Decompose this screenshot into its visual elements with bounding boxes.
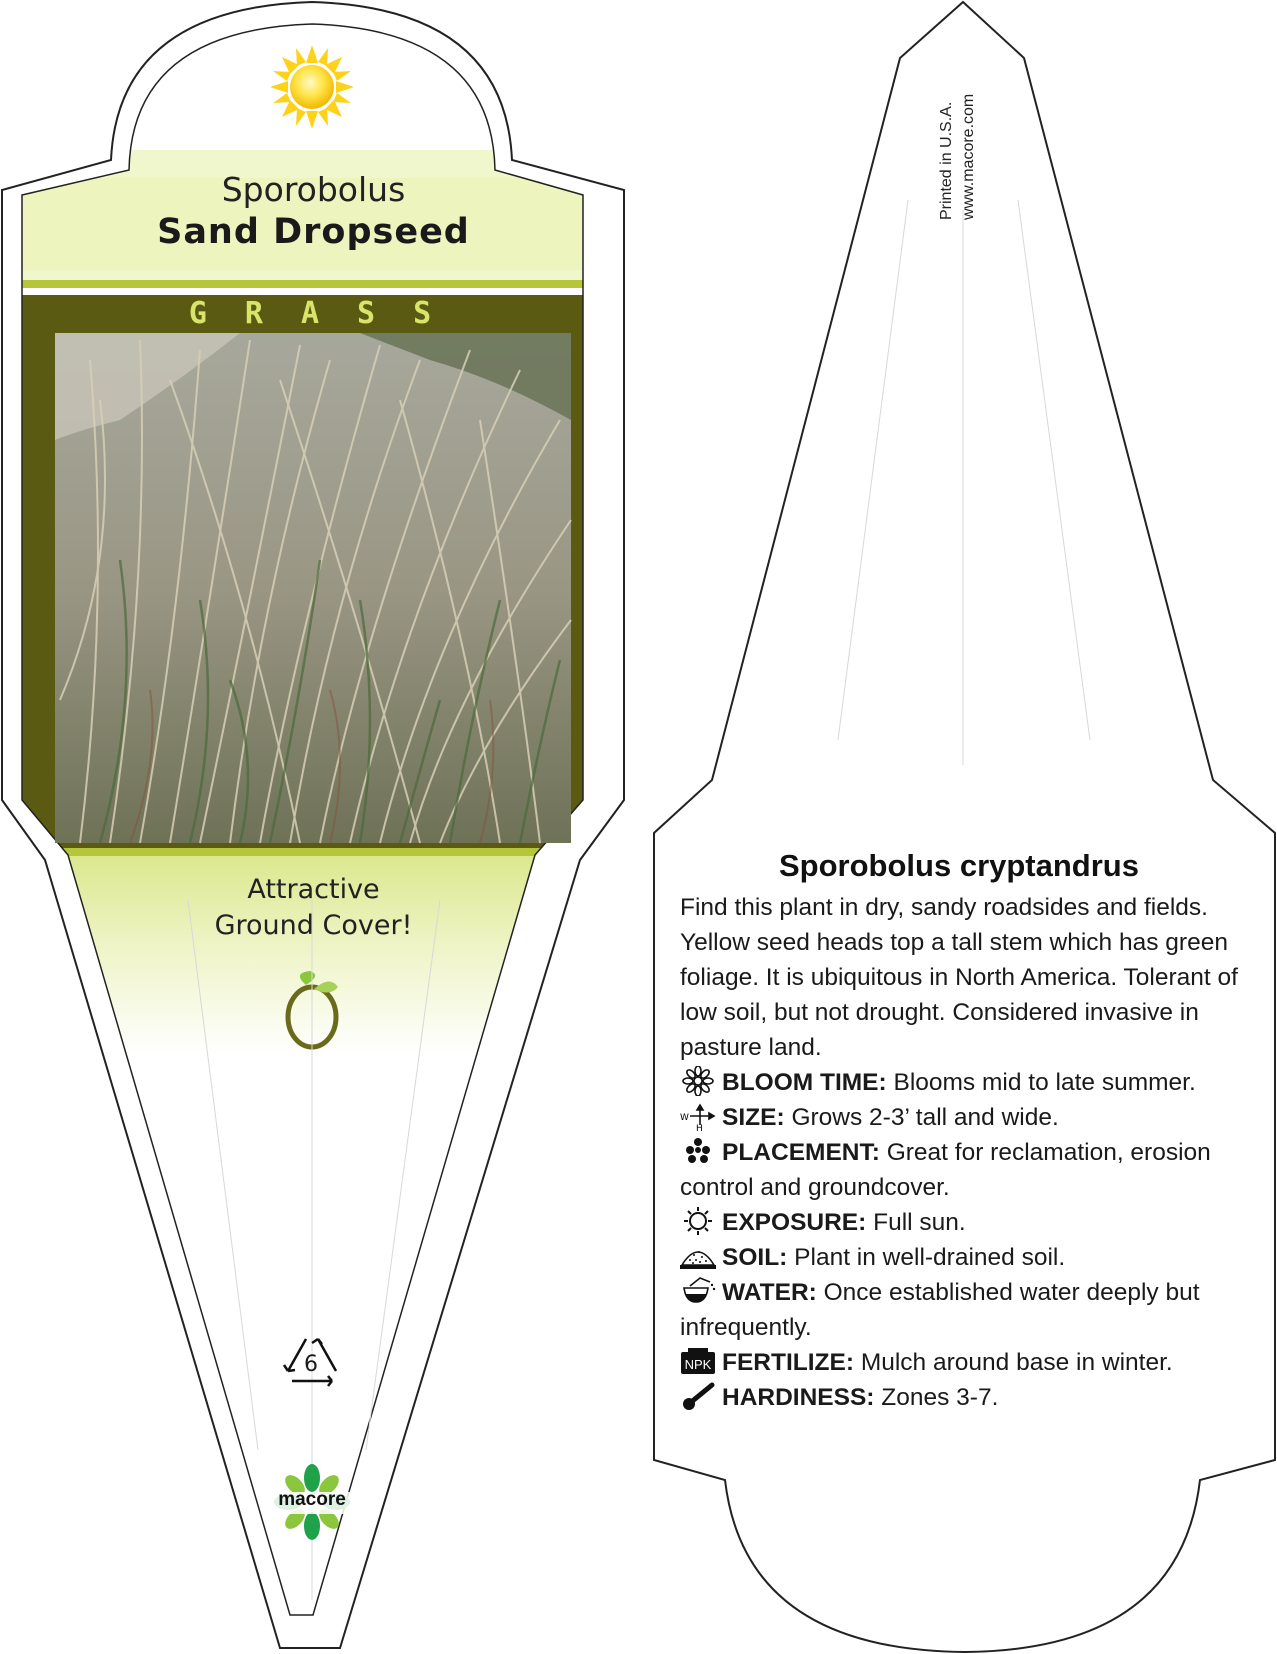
attribute-exposure <box>680 1205 1240 1240</box>
printed-info <box>938 50 978 220</box>
size-w-letter: W <box>680 1113 689 1123</box>
size-h-letter: H <box>696 1124 703 1131</box>
bloom-time-label: BLOOM TIME: <box>722 1069 887 1096</box>
exposure-label: EXPOSURE: <box>722 1209 867 1236</box>
website: www.macore.com <box>960 93 977 220</box>
brand-logo-text: macore <box>278 1489 346 1510</box>
water-value: Once established water deeply but infrequently. <box>680 1279 1200 1341</box>
placement-icon <box>680 1136 716 1166</box>
soil-value: Plant in well-drained soil. <box>794 1244 1066 1271</box>
size-value: Grows 2-3’ tall and wide. <box>791 1104 1059 1131</box>
attribute-water <box>680 1275 1240 1345</box>
attribute-placement <box>680 1135 1240 1205</box>
plant-genus: Sporobolus <box>221 170 406 209</box>
size-arrows-icon <box>680 1101 716 1131</box>
tagline-line1: Attractive <box>247 874 380 905</box>
attribute-fertilize <box>680 1345 1240 1380</box>
thermometer-icon <box>680 1381 716 1411</box>
soil-icon <box>680 1241 716 1271</box>
watering-can-icon <box>680 1276 716 1306</box>
placement-value: Great for reclamation, erosion control and groundcover. <box>680 1139 1211 1201</box>
size-label: SIZE: <box>722 1104 785 1131</box>
flower-icon <box>680 1066 716 1096</box>
plant-common-name: Sand Dropseed <box>157 212 470 252</box>
npk-icon <box>680 1346 716 1376</box>
recycle-number: 6 <box>304 1352 318 1377</box>
water-label: WATER: <box>722 1279 817 1306</box>
bloom-time-value: Blooms mid to late summer. <box>893 1069 1196 1096</box>
description-text: Find this plant in dry, sandy roadsides and fields. Yellow seed heads top a tall stem which has green foliage. It is ubiquitous in North America. Tolerant of low soil, but not drought. Considered invasive in pasture land. <box>680 894 1238 1061</box>
hardiness-label: HARDINESS: <box>722 1384 875 1411</box>
description-block <box>680 890 1240 1415</box>
fertilize-label: FERTILIZE: <box>722 1349 855 1376</box>
npk-text: NPK <box>684 1357 712 1372</box>
fertilize-value: Mulch around base in winter. <box>860 1349 1173 1376</box>
soil-label: SOIL: <box>722 1244 788 1271</box>
attribute-bloom-time <box>680 1065 1240 1100</box>
hardiness-value: Zones 3-7. <box>881 1384 999 1411</box>
plant-category: GRASS <box>188 296 470 331</box>
attribute-hardiness <box>680 1380 1240 1415</box>
sun-outline-icon <box>680 1206 716 1236</box>
printed-in: Printed in U.S.A. <box>938 101 955 220</box>
botanical-name: Sporobolus cryptandrus <box>779 848 1139 883</box>
attribute-soil <box>680 1240 1240 1275</box>
exposure-value: Full sun. <box>873 1209 966 1236</box>
tagline-line2: Ground Cover! <box>214 910 413 941</box>
placement-label: PLACEMENT: <box>722 1139 880 1166</box>
attribute-size <box>680 1100 1240 1135</box>
